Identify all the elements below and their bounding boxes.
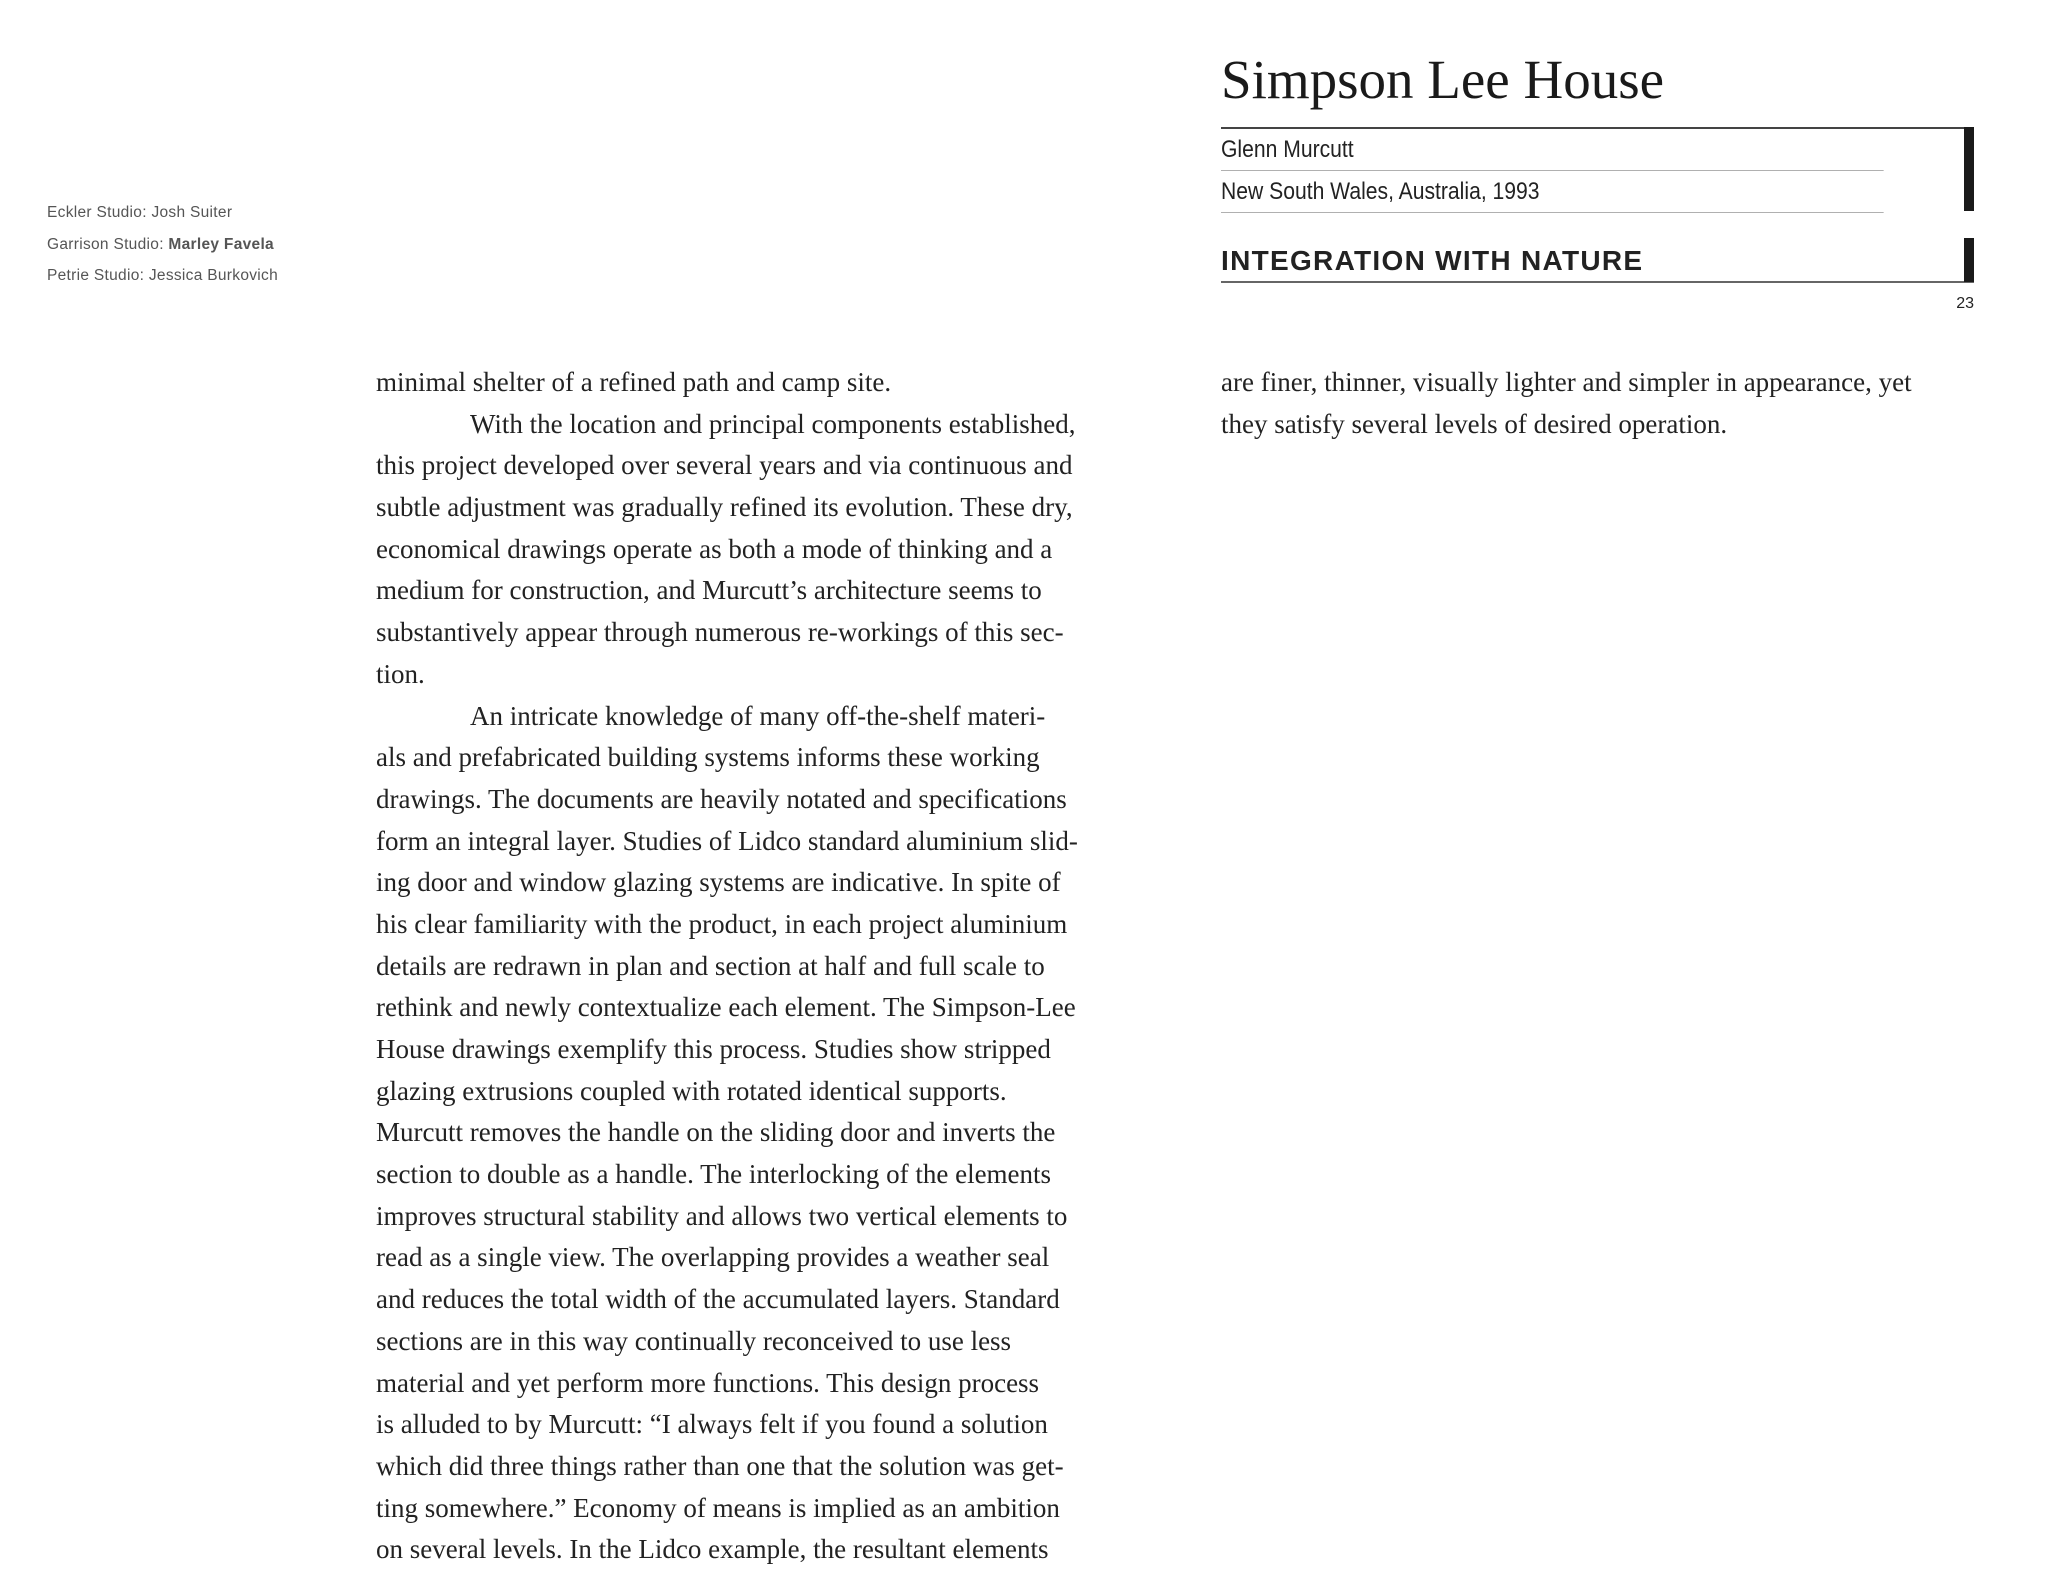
body-text-line: tion. <box>376 658 425 689</box>
body-text-line: this project developed over several years and via continuous and <box>376 450 1073 481</box>
body-text-line: With the location and principal components established, <box>470 408 1076 439</box>
body-text-line: drawings. The documents are heavily notated and specifications <box>376 783 1067 814</box>
section-heading <box>1221 241 1974 283</box>
body-text-line: Murcutt removes the handle on the sliding door and inverts the <box>376 1117 1056 1148</box>
credit-studio: Eckler Studio: <box>47 204 152 221</box>
body-text-line: material and yet perform more functions. This design process <box>376 1367 1040 1398</box>
body-text-line: and reduces the total width of the accumulated layers. Standard <box>376 1284 1060 1315</box>
body-text-line: read as a single view. The overlapping provides a weather seal <box>376 1242 1050 1273</box>
credit-line-petrie <box>47 263 278 295</box>
body-text-line: ing door and window glazing systems are indicative. In spite of <box>376 867 1061 898</box>
body-text-line: ting somewhere.” Economy of means is implied as an ambition <box>376 1492 1060 1523</box>
section-heading-text: INTEGRATION WITH NATURE <box>1221 245 1644 276</box>
body-text-line: als and prefabricated building systems informs these working <box>376 742 1040 773</box>
credit-name: Marley Favela <box>168 235 274 253</box>
body-text-line: sections are in this way continually reconceived to use less <box>376 1325 1012 1356</box>
credit-line-eckler <box>47 200 278 232</box>
credit-line-garrison <box>47 232 278 264</box>
credit-studio: Petrie Studio: <box>47 267 149 284</box>
page-title: Simpson Lee House <box>1221 49 1665 110</box>
body-text-line: which did three things rather than one that the solution was get- <box>376 1450 1064 1481</box>
page-number: 23 <box>1956 295 1974 312</box>
body-text-line: his clear familiarity with the product, in each project aluminium <box>376 908 1068 939</box>
body-text-line: An intricate knowledge of many off-the-shelf materi- <box>470 700 1046 731</box>
body-text-line: on several levels. In the Lidco example, the resultant elements <box>376 1534 1049 1565</box>
project-meta <box>1221 127 1974 213</box>
credit-name: Jessica Burkovich <box>148 267 279 284</box>
meta-accent-bar <box>1964 127 1974 211</box>
body-text-line: economical drawings operate as both a mode of thinking and a <box>376 533 1053 564</box>
architect-name: Glenn Murcutt <box>1221 129 1884 171</box>
body-text-line: rethink and newly contextualize each element. The Simpson-Lee <box>376 992 1076 1023</box>
body-text-line: subtle adjustment was gradually refined its evolution. These dry, <box>376 492 1073 523</box>
studio-credits <box>47 200 278 295</box>
credit-studio: Garrison Studio: <box>47 235 169 253</box>
body-text-line: minimal shelter of a refined path and camp site. <box>376 367 892 397</box>
body-column-left <box>376 362 1136 1571</box>
body-text-line: are finer, thinner, visually lighter and simpler in appearance, yet <box>1221 367 1912 397</box>
body-text-line: improves structural stability and allows two vertical elements to <box>376 1200 1068 1231</box>
body-text-line: substantively appear through numerous re-workings of this sec- <box>376 617 1064 648</box>
credit-name: Josh Suiter <box>151 204 233 221</box>
section-accent-bar <box>1964 238 1974 282</box>
body-text-line: section to double as a handle. The interlocking of the elements <box>376 1159 1052 1190</box>
body-text-line: medium for construction, and Murcutt’s architecture seems to <box>376 575 1042 606</box>
body-text-line: is alluded to by Murcutt: “I always felt if you found a solution <box>376 1409 1048 1440</box>
body-text-line: glazing extrusions coupled with rotated identical supports. <box>376 1075 1007 1106</box>
body-text-line: House drawings exemplify this process. Studies show stripped <box>376 1034 1051 1064</box>
location-year: New South Wales, Australia, 1993 <box>1221 171 1884 213</box>
body-text-line: they satisfy several levels of desired operation. <box>1221 408 1728 439</box>
body-text-line: details are redrawn in plan and section at half and full scale to <box>376 950 1045 981</box>
body-text-line: form an integral layer. Studies of Lidco standard aluminium slid- <box>376 825 1078 856</box>
body-column-right <box>1221 362 1981 445</box>
